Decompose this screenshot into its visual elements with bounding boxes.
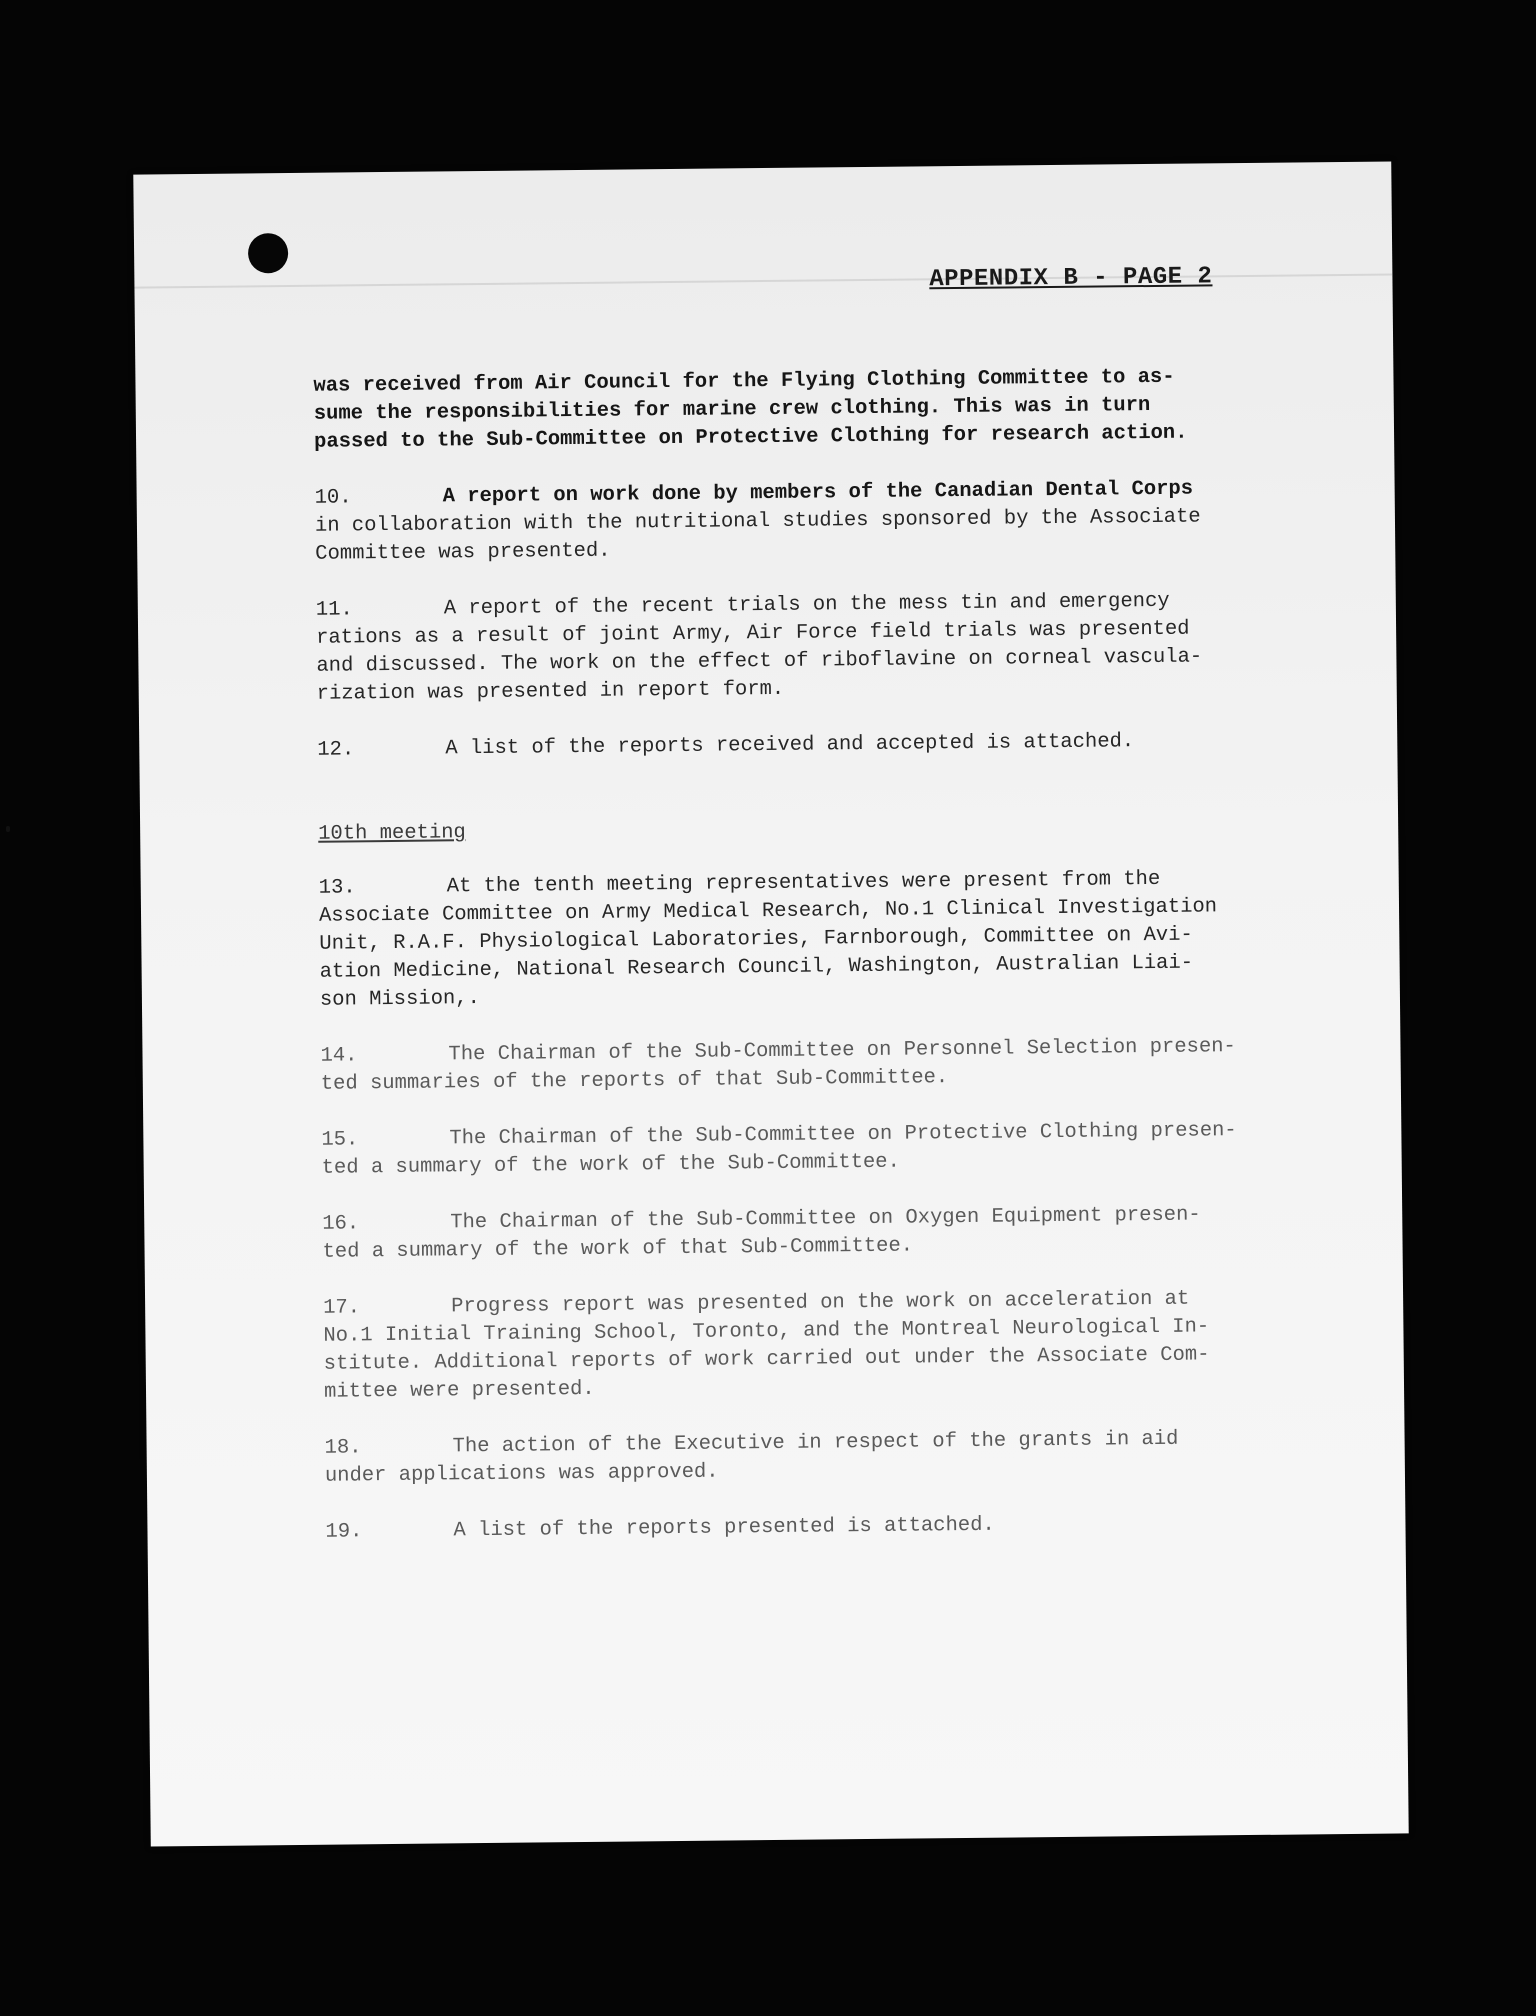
text-line: ation Medicine, National Research Council, Washington, Australian Liai- <box>319 951 1194 984</box>
text-line: A report of the recent trials on the mess tin and emergency <box>443 589 1170 621</box>
paragraph-14 <box>320 1032 1311 1098</box>
document-body <box>313 362 1316 1574</box>
text-line: Committee was presented. <box>315 539 611 566</box>
text-line: A list of the reports received and accepted is attached. <box>445 730 1135 761</box>
paragraph-13 <box>319 864 1310 1014</box>
text-line: A list of the reports presented is attached. <box>453 1513 995 1543</box>
paragraph-number: 11. <box>315 598 353 622</box>
text-line: At the tenth meeting representatives were present from the <box>446 867 1161 899</box>
text-line: ted a summary of the work of the Sub-Committee. <box>321 1150 900 1180</box>
text-line: ted summaries of the reports of that Sub-Committee. <box>320 1066 949 1096</box>
paragraph-17 <box>323 1284 1314 1406</box>
page-header: APPENDIX B - PAGE 2 <box>929 263 1213 294</box>
text-line: Associate Committee on Army Medical Research, No.1 Clinical Investigation <box>318 895 1218 928</box>
text-line: The Chairman of the Sub-Committee on Oxygen Equipment presen- <box>450 1203 1201 1235</box>
text-line: passed to the Sub-Committee on Protective Clothing for research action. <box>313 421 1188 454</box>
text-line: The Chairman of the Sub-Committee on Protective Clothing presen- <box>449 1119 1237 1151</box>
paragraph-19 <box>325 1508 1315 1546</box>
paragraph-number: 13. <box>318 876 356 900</box>
text-line: under applications was approved. <box>324 1460 719 1488</box>
text-line: The action of the Executive in respect of the grants in aid <box>452 1427 1179 1459</box>
paragraph-10 <box>315 474 1306 568</box>
paragraph-16 <box>322 1200 1313 1266</box>
text-line: Progress report was presented on the work on acceleration at <box>451 1287 1190 1319</box>
text-line: mittee were presented. <box>323 1377 595 1404</box>
text-line: sume the responsibilities for marine crew clothing. This was in turn <box>313 393 1151 426</box>
text-line: rization was presented in report form. <box>316 677 785 706</box>
paragraph-number: 14. <box>320 1044 358 1068</box>
paragraph-number: 17. <box>323 1296 361 1320</box>
paragraph-number: 10. <box>314 486 352 510</box>
paragraph-number: 19. <box>325 1520 363 1544</box>
paragraph-11 <box>316 586 1307 708</box>
paragraph-number: 16. <box>322 1212 360 1236</box>
paragraph-first-line <box>317 726 1307 764</box>
paragraph-12 <box>317 726 1307 764</box>
text-line: son Mission,. <box>319 987 480 1012</box>
text-line: Unit, R.A.F. Physiological Laboratories, Farnborough, Committee on Avi- <box>319 923 1193 956</box>
paragraph-15 <box>321 1116 1312 1182</box>
paragraph-continued <box>313 362 1304 456</box>
paragraph-18 <box>324 1424 1315 1490</box>
text-line: in collaboration with the nutritional studies sponsored by the Associate <box>314 505 1201 538</box>
paragraph-number: 18. <box>324 1436 362 1460</box>
section-heading: 10th meeting <box>318 821 466 846</box>
paragraph-number: 15. <box>321 1128 359 1152</box>
paragraph-number: 12. <box>317 738 355 762</box>
text-line: ted a summary of the work of that Sub-Committee. <box>322 1234 914 1264</box>
text-line: A report on work done by members of the Canadian Dental Corps <box>442 477 1194 509</box>
text-line: The Chairman of the Sub-Committee on Personnel Selection presen- <box>448 1035 1236 1067</box>
text-line: stitute. Additional reports of work carried out under the Associate Com- <box>323 1343 1210 1376</box>
margin-speck-3 <box>6 826 10 832</box>
punch-hole <box>248 233 288 273</box>
text-line: was received from Air Council for the Flying Clothing Committee to as- <box>313 365 1175 398</box>
text-line: and discussed. The work on the effect of riboflavine on corneal vascula- <box>316 645 1203 678</box>
text-line: rations as a result of joint Army, Air Force field trials was presented <box>316 617 1190 650</box>
text-line: No.1 Initial Training School, Toronto, and the Montreal Neurological In- <box>323 1315 1210 1348</box>
document-page <box>133 161 1408 1846</box>
paragraph-first-line <box>325 1508 1315 1546</box>
